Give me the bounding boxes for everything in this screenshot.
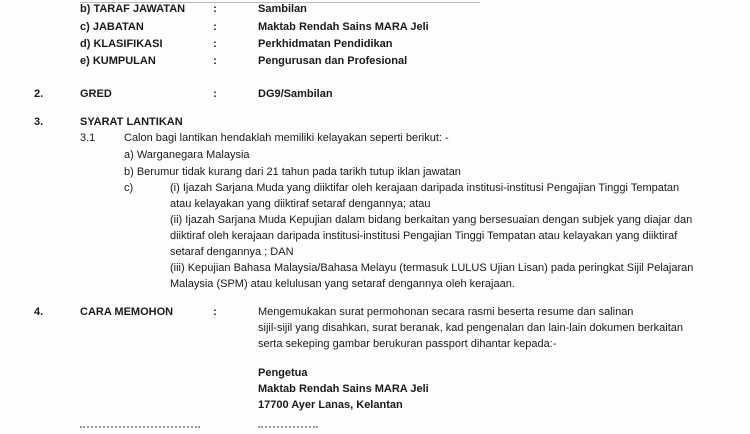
- requirement-c-label: c): [124, 182, 134, 194]
- application-instruction-line: sijil-sijil yang disahkan, surat beranak, kad pengenalan dan lain-lain dokumen berkaitan: [258, 322, 683, 334]
- gred-label: GRED: [80, 88, 112, 100]
- requirement-c-line: atau kelayakan yang diiktiraf setaraf dengannya; atau: [170, 198, 431, 210]
- cara-memohon-label: CARA MEMOHON: [80, 306, 174, 318]
- cara-memohon-colon: :: [213, 306, 217, 318]
- gred-colon: :: [213, 88, 217, 100]
- requirements-intro: Calon bagi lantikan hendaklah memiliki kelayakan seperti berikut: -: [124, 132, 449, 144]
- address-recipient: Pengetua: [258, 367, 308, 379]
- requirement-c-line: (i) Ijazah Sarjana Muda yang diiktifar oleh kerajaan daripada institusi-institusi Pengajian Tinggi Tempatan: [170, 182, 680, 194]
- kumpulan-colon: :: [213, 55, 217, 67]
- klasifikasi-colon: :: [213, 38, 217, 50]
- requirement-b: b) Berumur tidak kurang dari 21 tahun pada tarikh tutup iklan jawatan: [124, 166, 461, 178]
- requirement-c-line: (ii) Ijazah Sarjana Muda Kepujian dalam bidang berkaitan yang bersesuaian dengan subjek yang diajar dan: [170, 214, 693, 226]
- section-2-number: 2.: [34, 88, 44, 100]
- application-instruction-line: serta sekeping gambar berukuran passport dihantar kepada:-: [258, 338, 557, 350]
- jabatan-value: Maktab Rendah Sains MARA Jeli: [258, 21, 429, 33]
- requirement-c-line: setaraf dengannya ; DAN: [170, 246, 294, 258]
- jabatan-colon: :: [213, 21, 217, 33]
- kumpulan-value: Pengurusan dan Profesional: [258, 55, 408, 67]
- taraf-jawatan-colon: :: [213, 3, 217, 15]
- klasifikasi-label: d) KLASIFIKASI: [80, 38, 163, 50]
- klasifikasi-value: Perkhidmatan Pendidikan: [258, 38, 393, 50]
- kumpulan-label: e) KUMPULAN: [80, 55, 156, 67]
- requirement-c-line: Malaysia (SPM) atau kelulusan yang setaraf dengannya oleh kerajaan.: [170, 278, 515, 290]
- application-instruction-line: Mengemukakan surat permohonan secara rasmi beserta resume dan salinan: [258, 306, 634, 318]
- requirement-a: a) Warganegara Malaysia: [124, 149, 250, 161]
- taraf-jawatan-label: b) TARAF JAWATAN: [80, 3, 186, 15]
- section-3-number: 3.: [34, 116, 44, 128]
- next-section-cutoff: [0, 424, 750, 434]
- address-institution: Maktab Rendah Sains MARA Jeli: [258, 383, 429, 395]
- address-location: 17700 Ayer Lanas, Kelantan: [258, 399, 403, 411]
- section-3-title: SYARAT LANTIKAN: [80, 116, 183, 128]
- requirement-c-line: diiktiraf oleh kerajaan daripada institusi-institusi Pengajian Tinggi Tempatan atau kelayakan yang diiktiraf: [170, 230, 678, 242]
- requirement-c-line: (iii) Kepujian Bahasa Malaysia/Bahasa Melayu (termasuk LULUS Ujian Lisan) pada peringkat Sijil Pelajaran: [170, 262, 694, 274]
- taraf-jawatan-value: Sambilan: [258, 3, 307, 15]
- jabatan-label: c) JABATAN: [80, 21, 144, 33]
- section-4-number: 4.: [34, 306, 44, 318]
- sub-number: 3.1: [80, 132, 96, 144]
- gred-value: DG9/Sambilan: [258, 88, 333, 100]
